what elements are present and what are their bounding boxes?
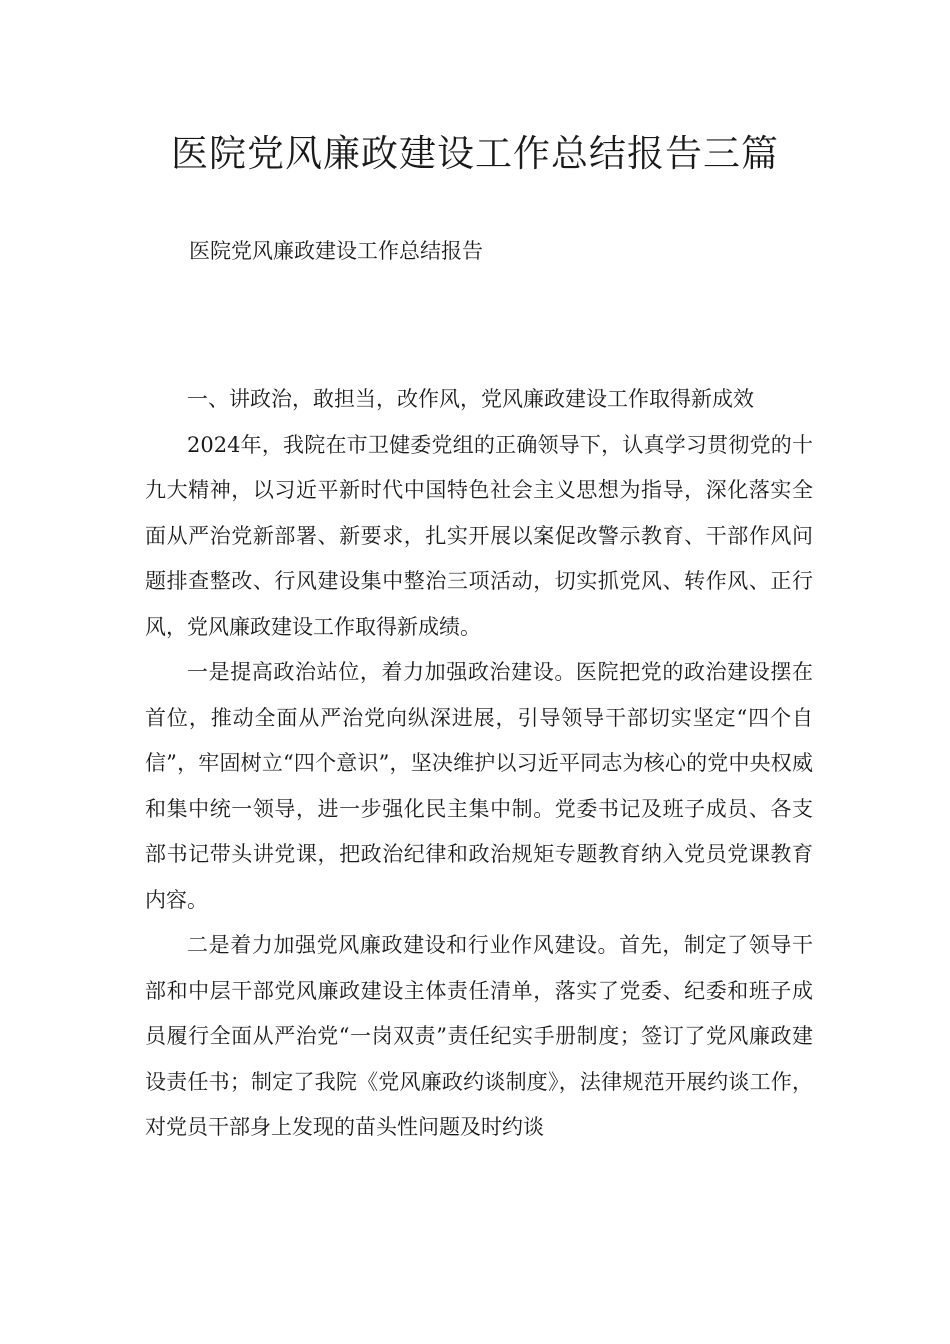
document-title: 医院党风廉政建设工作总结报告三篇 (171, 132, 779, 175)
document-body (145, 377, 813, 1151)
body-paragraph: 二是着力加强党风廉政建设和行业作风建设。首先，制定了领导干部和中层干部党风廉政建设主体责任清单，落实了党委、纪委和班子成员履行全面从严治党“一岗双责”责任纪实手册制度；签订了党风廉政建设责任书；制定了我院《党风廉政约谈制度》，法律规范开展约谈工作，对党员干部身上发现的苗头性问题及时约谈 (145, 933, 813, 1139)
body-paragraph: 2024年，我院在市卫健委党组的正确领导下，认真学习贯彻党的十九大精神，以习近平新时代中国特色社会主义思想为指导，深化落实全面从严治党新部署、新要求，扎实开展以案促改警示教育、干部作风问题排查整改、行风建设集中整治三项活动，切实抓党风、转作风、正行风，党风廉政建设工作取得新成绩。 (145, 432, 813, 639)
section-heading: 一、讲政治，敢担当，改作风，党风廉政建设工作取得新成效 (187, 387, 754, 411)
document-subtitle: 医院党风廉政建设工作总结报告 (189, 239, 483, 263)
body-paragraph: 一是提高政治站位，着力加强政治建设。医院把党的政治建设摆在首位，推动全面从严治党向纵深进展，引导领导干部切实坚定“四个自信”，牢固树立“四个意识”，坚决维护以习近平同志为核心的党中央权威和集中统一领导，进一步强化民主集中制。党委书记及班子成员、各支部书记带头讲党课，把政治纪律和政治规矩专题教育纳入党员党课教育内容。 (145, 660, 813, 912)
